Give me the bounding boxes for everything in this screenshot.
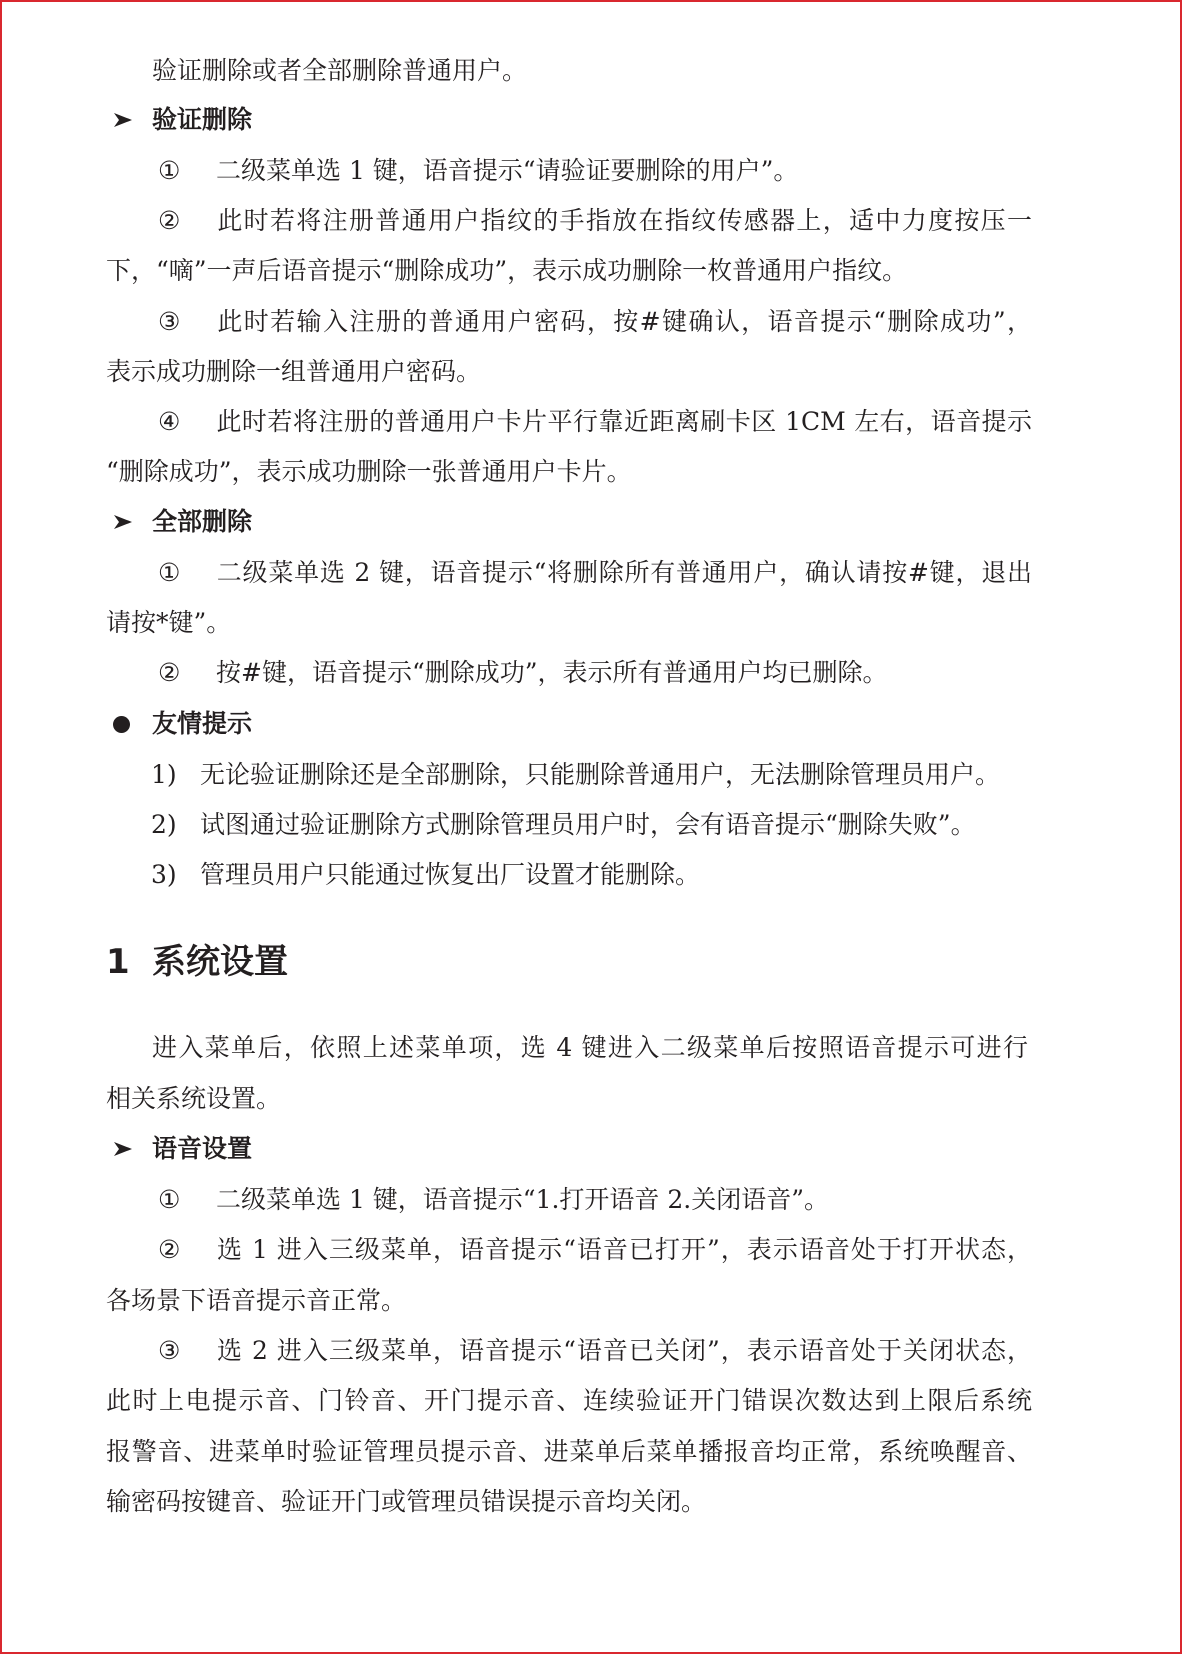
step-number: ②: [158, 1235, 181, 1264]
tip-item-1: [151, 758, 1000, 792]
tip-text: 管理员用户只能通过恢复出厂设置才能删除。: [200, 860, 701, 889]
verify-step-4-cont: “删除成功”，表示成功删除一张普通用户卡片。: [106, 457, 632, 486]
voice-step-2: [158, 1233, 1032, 1267]
section-heading: [106, 940, 288, 984]
tip-number: 3): [151, 860, 177, 889]
section-number: 1: [106, 942, 130, 982]
step-text: 此时若将注册的普通用户卡片平行靠近距离刷卡区 1CM 左右，语音提示: [216, 407, 1032, 436]
step-number: ②: [158, 658, 181, 687]
step-text: 二级菜单选 1 键，语音提示“请验证要删除的用户”。: [216, 156, 799, 185]
step-text: 按#键，语音提示“删除成功”，表示所有普通用户均已删除。: [216, 658, 888, 687]
voice-step-1: [158, 1183, 829, 1217]
tip-item-2: [151, 808, 976, 842]
all-delete-step-1-cont: 请按*键”。: [106, 608, 232, 637]
verify-step-4: [158, 405, 1032, 439]
verify-step-3: [158, 305, 1032, 339]
step-number: ③: [158, 307, 181, 336]
verify-step-3-cont: 表示成功删除一组普通用户密码。: [106, 357, 482, 386]
tip-number: 1): [151, 760, 177, 789]
step-text: 选 1 进入三级菜单，语音提示“语音已打开”，表示语音处于打开状态，: [216, 1235, 1032, 1264]
step-number: ③: [158, 1336, 181, 1365]
arrow-bullet-icon: [112, 103, 134, 137]
step-text: 此时若输入注册的普通用户密码，按#键确认，语音提示“删除成功”，: [216, 307, 1032, 336]
all-delete-step-1: [158, 556, 1032, 590]
step-number: ①: [158, 1185, 181, 1214]
voice-step-3-cont-3: 输密码按键音、验证开门或管理员错误提示音均关闭。: [106, 1487, 707, 1516]
arrow-bullet-icon: [112, 505, 134, 539]
voice-step-3-cont-2: 报警音、进菜单时验证管理员提示音、进菜单后菜单播报音均正常，系统唤醒音、: [106, 1437, 1032, 1466]
voice-step-3-cont-1: 此时上电提示音、门铃音、开门提示音、连续验证开门错误次数达到上限后系统: [106, 1386, 1032, 1415]
verify-step-2-cont: 下，“嘀”一声后语音提示“删除成功”，表示成功删除一枚普通用户指纹。: [106, 256, 908, 285]
tip-item-3: [151, 858, 700, 892]
step-number: ②: [158, 206, 181, 235]
all-delete-step-2: [158, 656, 888, 690]
all-delete-heading: 全部删除: [152, 507, 253, 536]
step-text: 选 2 进入三级菜单，语音提示“语音已关闭”，表示语音处于关闭状态，: [216, 1336, 1032, 1365]
tips-heading: 友情提示: [152, 709, 253, 738]
step-text: 二级菜单选 2 键，语音提示“将删除所有普通用户，确认请按#键，退出: [216, 558, 1032, 587]
verify-delete-heading: 验证删除: [152, 105, 253, 134]
section-title: 系统设置: [152, 942, 288, 982]
voice-settings-heading: 语音设置: [152, 1134, 253, 1163]
step-number: ①: [158, 156, 181, 185]
step-text: 此时若将注册普通用户指纹的手指放在指纹传感器上，适中力度按压一: [216, 206, 1032, 235]
verify-step-1: [158, 154, 798, 188]
dot-bullet-icon: [113, 716, 130, 733]
step-text: 二级菜单选 1 键，语音提示“1.打开语音 2.关闭语音”。: [216, 1185, 830, 1214]
section-intro-cont: 相关系统设置。: [106, 1084, 282, 1113]
voice-step-2-cont: 各场景下语音提示音正常。: [106, 1286, 407, 1315]
verify-step-2: [158, 204, 1032, 238]
tip-text: 试图通过验证删除方式删除管理员用户时，会有语音提示“删除失败”。: [200, 810, 976, 839]
tip-text: 无论验证删除还是全部删除，只能删除普通用户，无法删除管理员用户。: [200, 760, 1001, 789]
step-number: ①: [158, 558, 181, 587]
section-intro: 进入菜单后，依照上述菜单项，选 4 键进入二级菜单后按照语音提示可进行: [152, 1033, 1028, 1062]
arrow-bullet-icon: [112, 1132, 134, 1166]
step-number: ④: [158, 407, 181, 436]
voice-step-3: [158, 1334, 1032, 1368]
tip-number: 2): [151, 810, 177, 839]
intro-text: 验证删除或者全部删除普通用户。: [152, 56, 528, 85]
